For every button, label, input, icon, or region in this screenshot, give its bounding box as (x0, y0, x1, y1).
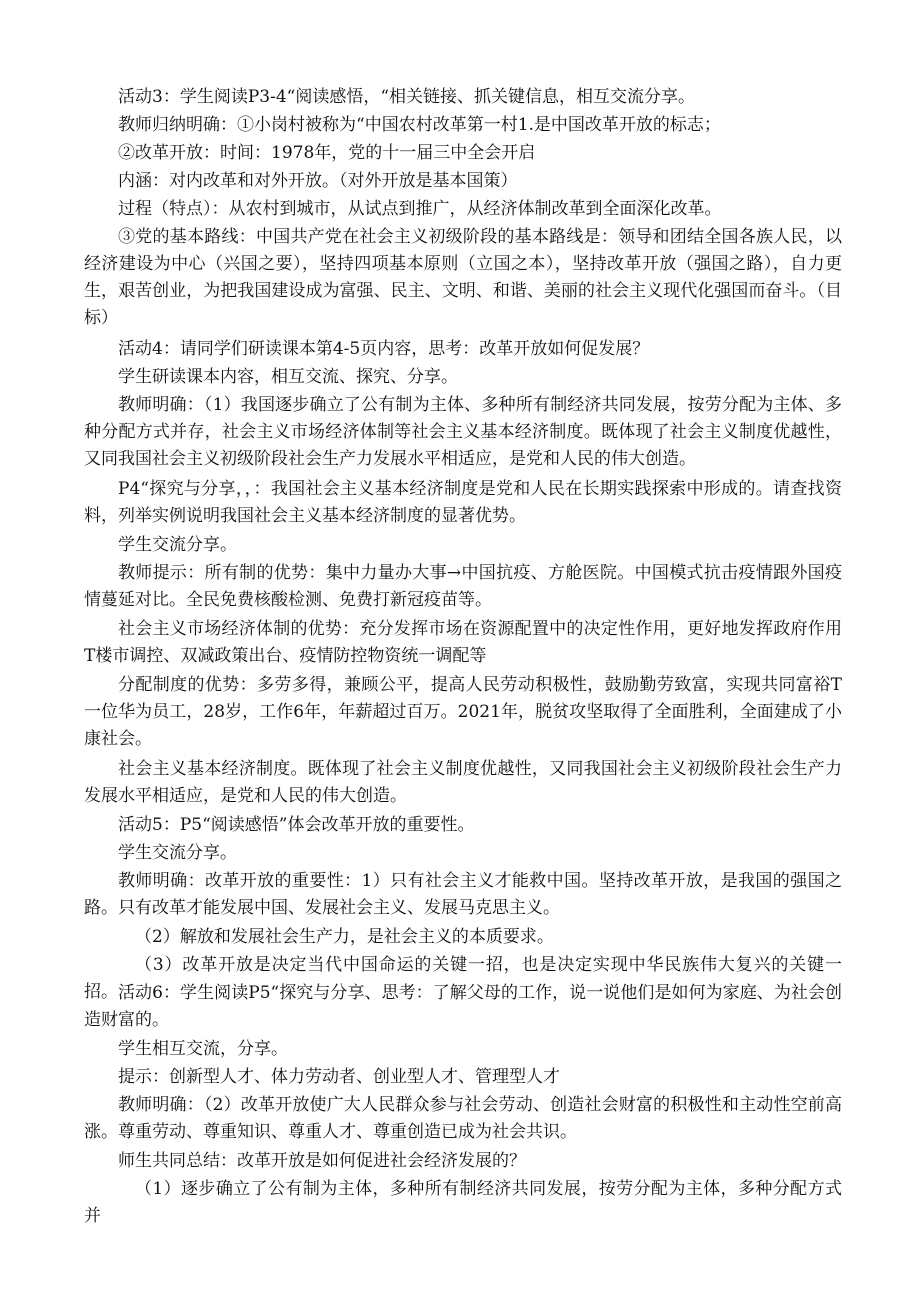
paragraph-reform-importance: 教师明确：改革开放的重要性：1）只有社会主义才能救中国。坚持改革开放，是我国的强国之路。只有改革才能发展中国、发展社会主义、发展马克思主义。 (84, 871, 842, 918)
paragraph-market-advantage: 社会主义市场经济体制的优势：充分发挥市场在资源配置中的决定性作用，更好地发挥政府作用T楼市调控、双减政策出台、疫情防控物资统一调配等 (84, 619, 842, 666)
paragraph-summary-point-1: （1）逐步确立了公有制为主体，多种所有制经济共同发展，按劳分配为主体，多种分配方式并 (84, 1179, 842, 1226)
paragraph-reform-time: ②改革开放：时间：1978年，党的十一届三中全会开启 (118, 143, 536, 163)
paragraph-party-line: ③党的基本路线：中国共产党在社会主义初级阶段的基本路线是：领导和团结全国各族人民，以经济建设为中心（兴国之要），坚持四项基本原则（立国之本），坚持改革开放（强国之路），自力更生，艰苦创业，为把我国建设成为富强、民主、文明、和谐、美丽的社会主义现代化强国而奋斗。（目标） (84, 227, 842, 328)
paragraph-activity4: 活动4：请同学们研读课本第4-5页内容，思考：改革开放如何促发展？ (118, 339, 650, 359)
paragraph-activity5: 活动5：P5“阅读感悟”体会改革开放的重要性。 (118, 815, 475, 835)
paragraph-activity6: 活动6：学生阅读P5“探究与分享、思考：了解父母的工作，说一说他们是如何为家庭、为社会创造财富的。 (84, 983, 842, 1030)
paragraph-teacher-summary: 教师归纳明确：①小岗村被称为“中国农村改革第一村1.是中国改革开放的标志； (118, 115, 721, 135)
paragraph-activity3: 活动3：学生阅读P3-4“阅读感悟，“相关链接、抓关键信息，相互交流分享。 (118, 87, 696, 107)
paragraph-ownership-advantage: 教师提示：所有制的优势：集中力量办大事→中国抗疫、方舱医院。中国模式抗击疫情跟外国疫情蔓延对比。全民免费核酸检测、免费打新冠疫苗等。 (84, 563, 842, 610)
paragraph-reform-process: 过程（特点）：从农村到城市，从试点到推广，从经济体制改革到全面深化改革。 (118, 199, 722, 219)
paragraph-importance-2: （2）解放和发展社会生产力，是社会主义的本质要求。 (135, 927, 554, 947)
paragraph-distribution-advantage: 分配制度的优势：多劳多得，兼顾公平，提高人民劳动积极性，鼓励勤劳致富，实现共同富裕T一位华为员工，28岁，工作6年，年薪超过百万。2021年，脱贫攻坚取得了全面胜利，全面建成了小康社会。 (84, 675, 842, 749)
paragraph-student-study: 学生研读课本内容，相互交流、探究、分享。 (118, 367, 458, 387)
paragraph-hint-talent: 提示：创新型人才、体力劳动者、创业型人才、管理型人才 (118, 1067, 560, 1087)
paragraph-importance-3: （3）改革开放是决定当代中国命运的关键一招，也是决定实现中华民族伟大复兴的关键一招。 (84, 955, 842, 1002)
paragraph-basic-economic-system: 社会主义基本经济制度。既体现了社会主义制度优越性，又同我国社会主义初级阶段社会生产力发展水平相适应，是党和人民的伟大创造。 (84, 759, 842, 806)
paragraph-reform-meaning: 内涵：对内改革和对外开放。（对外开放是基本国策） (118, 171, 518, 191)
paragraph-p4-explore: P4“探究与分享，，：我国社会主义基本经济制度是党和人民在长期实践探索中形成的。请查找资料，列举实例说明我国社会主义基本经济制度的显著优势。 (84, 479, 842, 526)
paragraph-teacher-clarify-2: 教师明确：（2）改革开放使广大人民群众参与社会劳动、创造社会财富的积极性和主动性空前高涨。尊重劳动、尊重知识、尊重人才、尊重创造已成为社会共识。 (84, 1095, 842, 1142)
paragraph-teacher-clarify-1: 教师明确：（1）我国逐步确立了公有制为主体、多种所有制经济共同发展，按劳分配为主体、多种分配方式并存，社会主义市场经济体制等社会主义基本经济制度。既体现了社会主义制度优越性，又同我国社会主义初级阶段社会生产力发展水平相适应，是党和人民的伟大创造。 (84, 395, 842, 469)
paragraph-student-exchange: 学生相互交流，分享。 (118, 1039, 288, 1059)
paragraph-student-share-2: 学生交流分享。 (118, 843, 237, 863)
paragraph-student-share-1: 学生交流分享。 (118, 535, 237, 555)
paragraph-joint-summary: 师生共同总结：改革开放是如何促进社会经济发展的？ (118, 1151, 526, 1171)
